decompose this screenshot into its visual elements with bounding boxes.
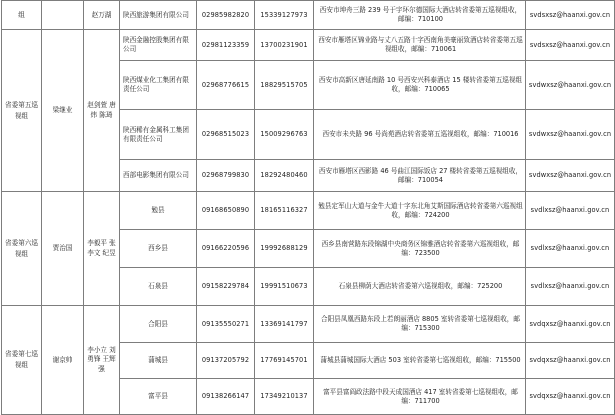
unit-cell: 蒲城县 [120,343,197,379]
mobile-cell: 13700231901 [255,30,314,61]
email-cell: svdqxsz@haanxi.gov.cn [526,379,615,415]
address-cell: 西安市未央路 96 号尚苑酒店转省委第五巡视组收，邮编：710016 [314,110,526,160]
address-cell: 西安市高新区唐延南路 10 号西安兴科泰酒店 15 楼转省委第五巡视组收，邮编：710065 [314,61,526,110]
mobile-cell: 17769145701 [255,343,314,379]
mobile-cell: 15009296763 [255,110,314,160]
table-row [2,306,615,343]
group-leader-cell: 贾治国 [42,192,84,306]
group-members-cell: 李小立 刘勇锋 王辉强 [84,306,120,415]
email-cell: svdlxsz@haanxi.gov.cn [526,268,615,306]
unit-cell: 富平县 [120,379,197,415]
group-name-cell: 组 [2,1,42,30]
email-cell: svdlxsz@haanxi.gov.cn [526,230,615,268]
group-members-cell: 赵万湖 [84,1,120,30]
phone-cell: 02968776615 [197,61,255,110]
phone-cell: 09166220596 [197,230,255,268]
unit-cell: 合阳县 [120,306,197,343]
group-name-cell: 省委第七巡视组 [2,306,42,415]
unit-cell: 勉县 [120,192,197,230]
unit-cell: 陕西金融控股集团有限公司 [120,30,197,61]
email-cell: svdwxsz@haanxi.gov.cn [526,61,615,110]
address-cell: 石泉县柳荫大酒店转省委第六巡视组收，邮编：725200 [314,268,526,306]
address-cell: 西乡县南营路东段锦湖中央商务区锦雅酒店转省委第六巡视组收，邮编：723500 [314,230,526,268]
address-cell: 蒲城县蒲城国际大酒店 503 室转省委第七巡视组收，邮编：715500 [314,343,526,379]
phone-cell: 09168650890 [197,192,255,230]
address-cell: 西安市雁塔区西影路 46 号曲江国际饭店 27 楼转省委第五巡视组收，邮编：710054 [314,160,526,192]
group-leader-cell [42,1,84,30]
email-cell: svdsxsz@haanxi.gov.cn [526,1,615,30]
mobile-cell: 19991510673 [255,268,314,306]
address-cell: 西安市雁塔区锦业路与丈八五路十字西南角美豪丽致酒店转省委第五巡视组收，邮编：710061 [314,30,526,61]
phone-cell: 09135550271 [197,306,255,343]
inspection-contact-table [1,0,615,415]
mobile-cell: 19992688129 [255,230,314,268]
mobile-cell: 15339127973 [255,1,314,30]
table-row [2,192,615,230]
address-cell: 勉县定军山大道与金牛大道十字东北角艾斯国际酒店转省委第六巡视组收，邮编：724200 [314,192,526,230]
group-name-cell: 省委第六巡视组 [2,192,42,306]
mobile-cell: 13369141797 [255,306,314,343]
email-cell: svdwxsz@haanxi.gov.cn [526,110,615,160]
address-cell: 西安市坤舟三路 239 号于宇环尔德国际大酒店转省委第五巡视组收，邮编：710100 [314,1,526,30]
mobile-cell: 18165116327 [255,192,314,230]
address-cell: 富平县富阎政法路中段天成国酒店 417 室转省委第七巡视组收，邮编：711700 [314,379,526,415]
email-cell: svdqxsz@haanxi.gov.cn [526,306,615,343]
group-leader-cell: 梁继业 [42,30,84,192]
email-cell: svdlxsz@haanxi.gov.cn [526,192,615,230]
table-row [2,30,615,61]
unit-cell: 石泉县 [120,268,197,306]
mobile-cell: 17349210137 [255,379,314,415]
phone-cell: 02985982820 [197,1,255,30]
phone-cell: 02968515023 [197,110,255,160]
group-members-cell: 赵剑萱 唐炜 陈琦 [84,30,120,192]
phone-cell: 09138266147 [197,379,255,415]
mobile-cell: 18829515705 [255,61,314,110]
unit-cell: 西部电影集团有限公司 [120,160,197,192]
email-cell: svdqxsz@haanxi.gov.cn [526,343,615,379]
email-cell: svdwxsz@haanxi.gov.cn [526,160,615,192]
group-members-cell: 李毅平 张李文 纪昱 [84,192,120,306]
phone-cell: 02981123359 [197,30,255,61]
email-cell: svdsxsz@haanxi.gov.cn [526,30,615,61]
phone-cell: 09158229784 [197,268,255,306]
phone-cell: 02968799830 [197,160,255,192]
unit-cell: 陕西稀有金属科工集团有限责任公司 [120,110,197,160]
phone-cell: 09137205792 [197,343,255,379]
address-cell: 合阳县凤凰西路东段上若朗丽酒店 8805 室转省委第七巡视组收，邮编：715300 [314,306,526,343]
group-leader-cell: 谢京帅 [42,306,84,415]
table-row [2,1,615,30]
unit-cell: 西乡县 [120,230,197,268]
mobile-cell: 18292480460 [255,160,314,192]
group-name-cell: 省委第五巡视组 [2,30,42,192]
unit-cell: 陕西旅游集团有限公司 [120,1,197,30]
unit-cell: 陕西煤业化工集团有限责任公司 [120,61,197,110]
